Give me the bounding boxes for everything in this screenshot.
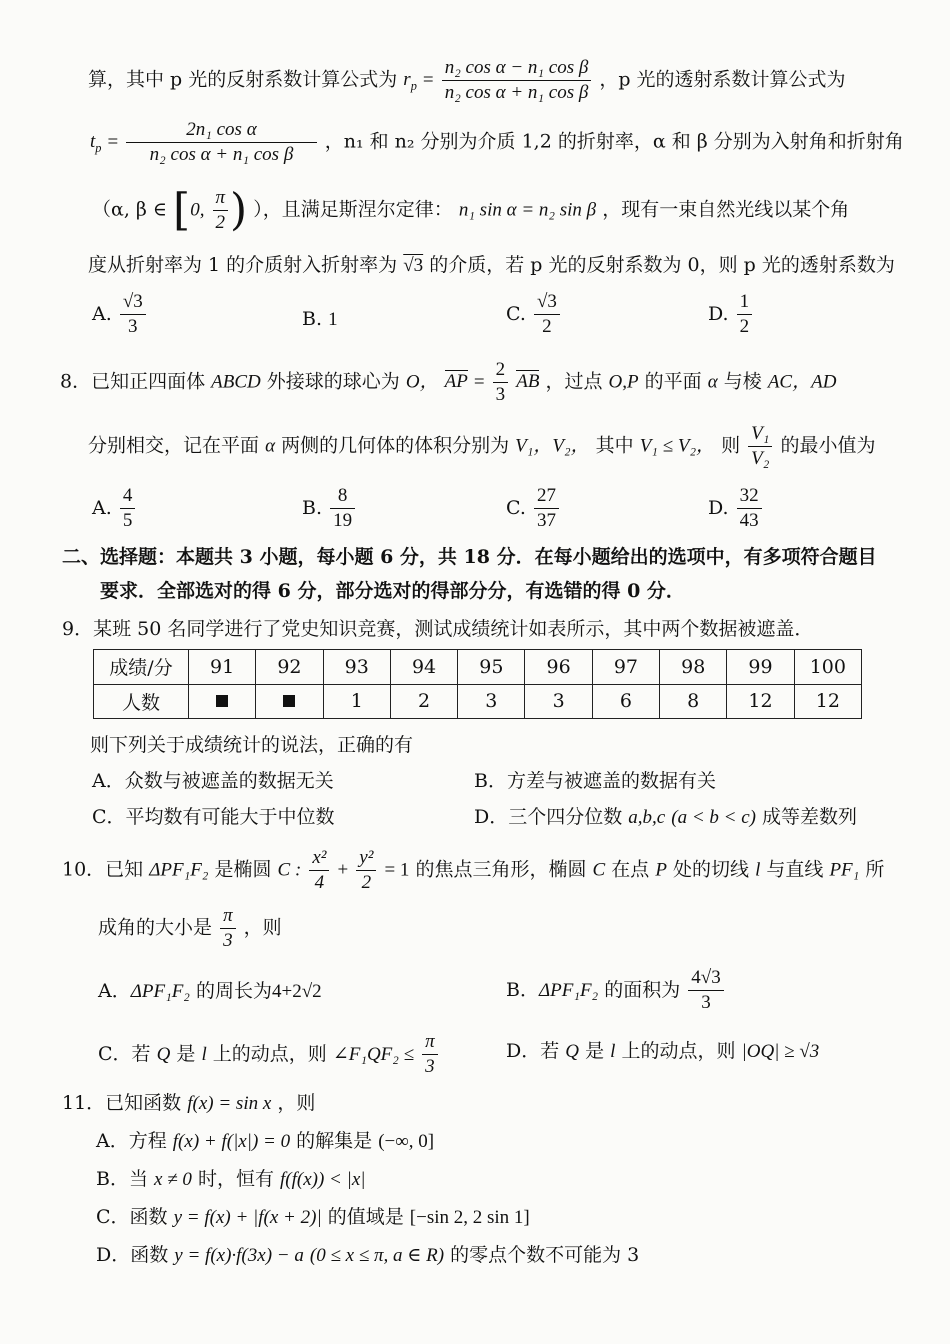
q9-option-a[interactable]: A．众数与被遮盖的数据无关 [92, 770, 334, 792]
q10-option-a[interactable]: A．ΔPF₁F₂ 的周长为4+2√2 [98, 980, 322, 1002]
q11-option-d[interactable]: D．函数 y = f(x)·f(3x) − a (0 ≤ x ≤ π, a ∈ R) 的零点个数不可能为 3 [96, 1244, 640, 1266]
q7-line-1 [88, 56, 846, 105]
4sqrt3-over-3: $\frac{4√3}{3}$ [688, 966, 723, 1015]
vector-ab: AB [516, 371, 540, 393]
snell-law: n₁ sin α = n₂ sin β [458, 199, 597, 221]
score-cell: 93 [323, 650, 390, 685]
count-cell: 6 [592, 684, 659, 719]
q10-line-1: 10．已知 ΔPF₁F₂ 是椭圆 C : $\frac{\text{x²}}{4}$ + $\frac{\text{y²}}{2}$ = 1 的焦点三角形，椭圆 C 在点 P 处的切线 l 与直线 PF₁ 所 [62, 847, 885, 893]
q10-option-d[interactable]: D．若 Q 是 l 上的动点，则 |OQ| ≥ √3 [506, 1040, 820, 1062]
q11-option-b[interactable]: B．当 x ≠ 0 时，恒有 f(f(x)) < |x| [96, 1168, 366, 1190]
tp-fraction: $\frac{\text{2n₁ cos α}}{\text{n₂ cos α + n₁ cos β}}$ [126, 118, 316, 167]
equals: = [473, 371, 485, 393]
volume-inequality: V₁ ≤ V₂， [639, 435, 716, 457]
table-header-cell: 成绩/分 [94, 650, 189, 685]
frac-d: $\frac{32}{43}$ [737, 484, 762, 533]
q8-option-b[interactable]: B. $\frac{8}{19}$ [302, 484, 357, 533]
score-cell: 92 [256, 650, 323, 685]
sqrt3-over-3: $\frac{√3}{3}$ [120, 290, 146, 339]
focal-triangle: ΔPF₁F₂ [149, 859, 209, 881]
sqrt3: √3 [403, 255, 424, 276]
q9-stem: 9．某班 50 名同学进行了党史知识竞赛，测试成绩统计如表所示，其中两个数据被遮盖． [62, 618, 814, 640]
q10-line-2: 成角的大小是 $\frac{\pi}{3}$ ，则 [98, 905, 282, 951]
vector-ap: AP [444, 371, 468, 393]
interval-start: 0, [190, 199, 205, 221]
masked-block [283, 695, 295, 707]
edges: AC，AD [767, 371, 837, 393]
pi-over-2: $\frac{\pi}{2}$ [213, 186, 229, 235]
q10-option-c[interactable]: C．若 Q 是 l 上的动点，则 ∠F₁QF₂ ≤ $\frac{\pi}{3}$ [98, 1030, 440, 1079]
q7-text: ），且满足斯涅尔定律： [253, 198, 453, 221]
q9-after: 则下列关于成绩统计的说法，正确的有 [90, 734, 414, 756]
q8-line-2 [88, 422, 875, 471]
score-cell: 99 [727, 650, 794, 685]
score-cell: 95 [458, 650, 525, 685]
count-cell: 12 [727, 684, 794, 719]
q11-option-a[interactable]: A．方程 f(x) + f(|x|) = 0 的解集是 (−∞, 0] [96, 1130, 435, 1152]
q9-option-b[interactable]: B．方差与被遮盖的数据有关 [474, 770, 716, 792]
count-cell-hidden [189, 684, 256, 719]
q7-text: 的介质，若 p 光的反射系数为 0，则 p 光的透射系数为 [429, 254, 895, 276]
count-cell-hidden [256, 684, 323, 719]
two-thirds: $\frac{2}{3}$ [493, 358, 509, 407]
y2-over-2: $\frac{\text{y²}}{2}$ [356, 846, 376, 895]
q11-option-c[interactable]: C．函数 y = f(x) + |f(x + 2)| 的值域是 [−sin 2, 2 sin 1] [96, 1206, 530, 1228]
rp-symbol: $r_p$ [403, 69, 417, 94]
right-paren: ) [230, 184, 248, 236]
frac-a: $\frac{4}{5}$ [120, 484, 136, 533]
q10-option-b[interactable]: B．ΔPF₁F₂ 的面积为 $\frac{4√3}{3}$ [506, 966, 726, 1015]
frac-b: $\frac{8}{19}$ [330, 484, 355, 533]
plane-alpha: α [707, 371, 718, 393]
q8-option-c[interactable]: C. $\frac{27}{37}$ [506, 484, 561, 533]
pi-over-3: $\frac{\pi}{3}$ [422, 1030, 438, 1079]
q8-text: ，过点 [545, 370, 603, 393]
q7-line-2 [90, 118, 904, 167]
q7-text: ，p 光的透射系数计算公式为 [599, 68, 846, 91]
v1-over-v2: $\frac{\text{V₁}}{\text{V₂}}$ [748, 422, 772, 471]
q8-text: 8．已知正四面体 [60, 370, 206, 393]
q8-text: 两侧的几何体的体积分别为 [281, 434, 510, 457]
pi-over-3: $\frac{\pi}{3}$ [220, 904, 236, 953]
tp-symbol: $t_p$ [90, 131, 102, 156]
points-op: O,P [608, 371, 639, 393]
tetrahedron-name: ABCD [211, 371, 261, 393]
one-half: $\frac{1}{2}$ [737, 290, 753, 339]
plane-alpha: α [265, 435, 276, 457]
q7-text: ，现有一束自然光线以某个角 [602, 198, 850, 221]
score-cell: 98 [660, 650, 727, 685]
section-2-heading: 二、选择题：本题共 3 小题，每小题 6 分，共 18 分．在每小题给出的选项中，有多项符合题目 [62, 546, 877, 568]
score-table [93, 649, 862, 719]
q11-stem: 11．已知函数 f(x) = sin x ，则 [62, 1092, 316, 1114]
equals: = [107, 131, 119, 153]
equals: = [422, 69, 434, 91]
score-cell: 100 [794, 650, 861, 685]
volumes: V₁，V₂， [515, 435, 590, 457]
table-row [94, 684, 862, 719]
q7-text: （α, β ∈ [92, 198, 167, 221]
score-cell: 94 [390, 650, 457, 685]
q7-option-d[interactable]: D. $\frac{1}{2}$ [708, 290, 754, 339]
q7-text: 算，其中 p 光的反射系数计算公式为 [88, 68, 398, 91]
q7-option-a[interactable]: A. $\frac{√3}{3}$ [92, 290, 148, 339]
sqrt3-over-2: $\frac{√3}{2}$ [534, 290, 560, 339]
q7-option-b[interactable]: B. 1 [302, 308, 338, 330]
rp-fraction: $\frac{\text{n₂ cos α − n₁ cos β}}{\text{n₂ cos α + n₁ cos β}}$ [442, 56, 592, 105]
q8-text: 分别相交，记在平面 [88, 434, 260, 457]
q9-option-c[interactable]: C．平均数有可能大于中位数 [92, 806, 335, 828]
count-cell: 2 [390, 684, 457, 719]
section-2-heading-cont: 要求．全部选对的得 6 分，部分选对的得部分分，有选错的得 0 分． [100, 580, 685, 602]
ellipse-name: C : [277, 859, 302, 881]
q7-text: ，n₁ 和 n₂ 分别为介质 1,2 的折射率，α 和 β 分别为入射角和折射角 [324, 130, 904, 153]
q8-text: 其中 [595, 434, 634, 457]
q8-text: 的平面 [644, 370, 702, 393]
count-cell: 3 [458, 684, 525, 719]
q9-option-d[interactable]: D．三个四分位数 a,b,c (a < b < c) 成等差数列 [474, 806, 858, 828]
left-bracket: [ [173, 184, 191, 236]
center-o: O， [405, 371, 439, 393]
q7-text: 度从折射率为 1 的介质射入折射率为 [88, 254, 398, 276]
q7-line-4 [88, 256, 895, 275]
q8-option-a[interactable]: A. $\frac{4}{5}$ [92, 484, 137, 533]
masked-block [216, 695, 228, 707]
count-cell: 1 [323, 684, 390, 719]
table-header-cell: 人数 [94, 684, 189, 719]
score-cell: 91 [189, 650, 256, 685]
q8-text: 外接球的球心为 [266, 370, 400, 393]
score-cell: 96 [525, 650, 592, 685]
count-cell: 3 [525, 684, 592, 719]
q7-option-c[interactable]: C. $\frac{√3}{2}$ [506, 290, 562, 339]
q8-option-d[interactable]: D. $\frac{32}{43}$ [708, 484, 764, 533]
table-row [94, 650, 862, 685]
count-cell: 8 [660, 684, 727, 719]
frac-c: $\frac{27}{37}$ [534, 484, 559, 533]
x2-over-4: $\frac{\text{x²}}{4}$ [309, 846, 329, 895]
score-cell: 97 [592, 650, 659, 685]
q8-text: 则 [721, 434, 741, 457]
q8-line-1 [60, 358, 836, 407]
q8-text: 与棱 [723, 370, 762, 393]
q8-text: 的最小值为 [780, 434, 876, 457]
count-cell: 12 [794, 684, 861, 719]
q7-line-3 [92, 186, 849, 235]
